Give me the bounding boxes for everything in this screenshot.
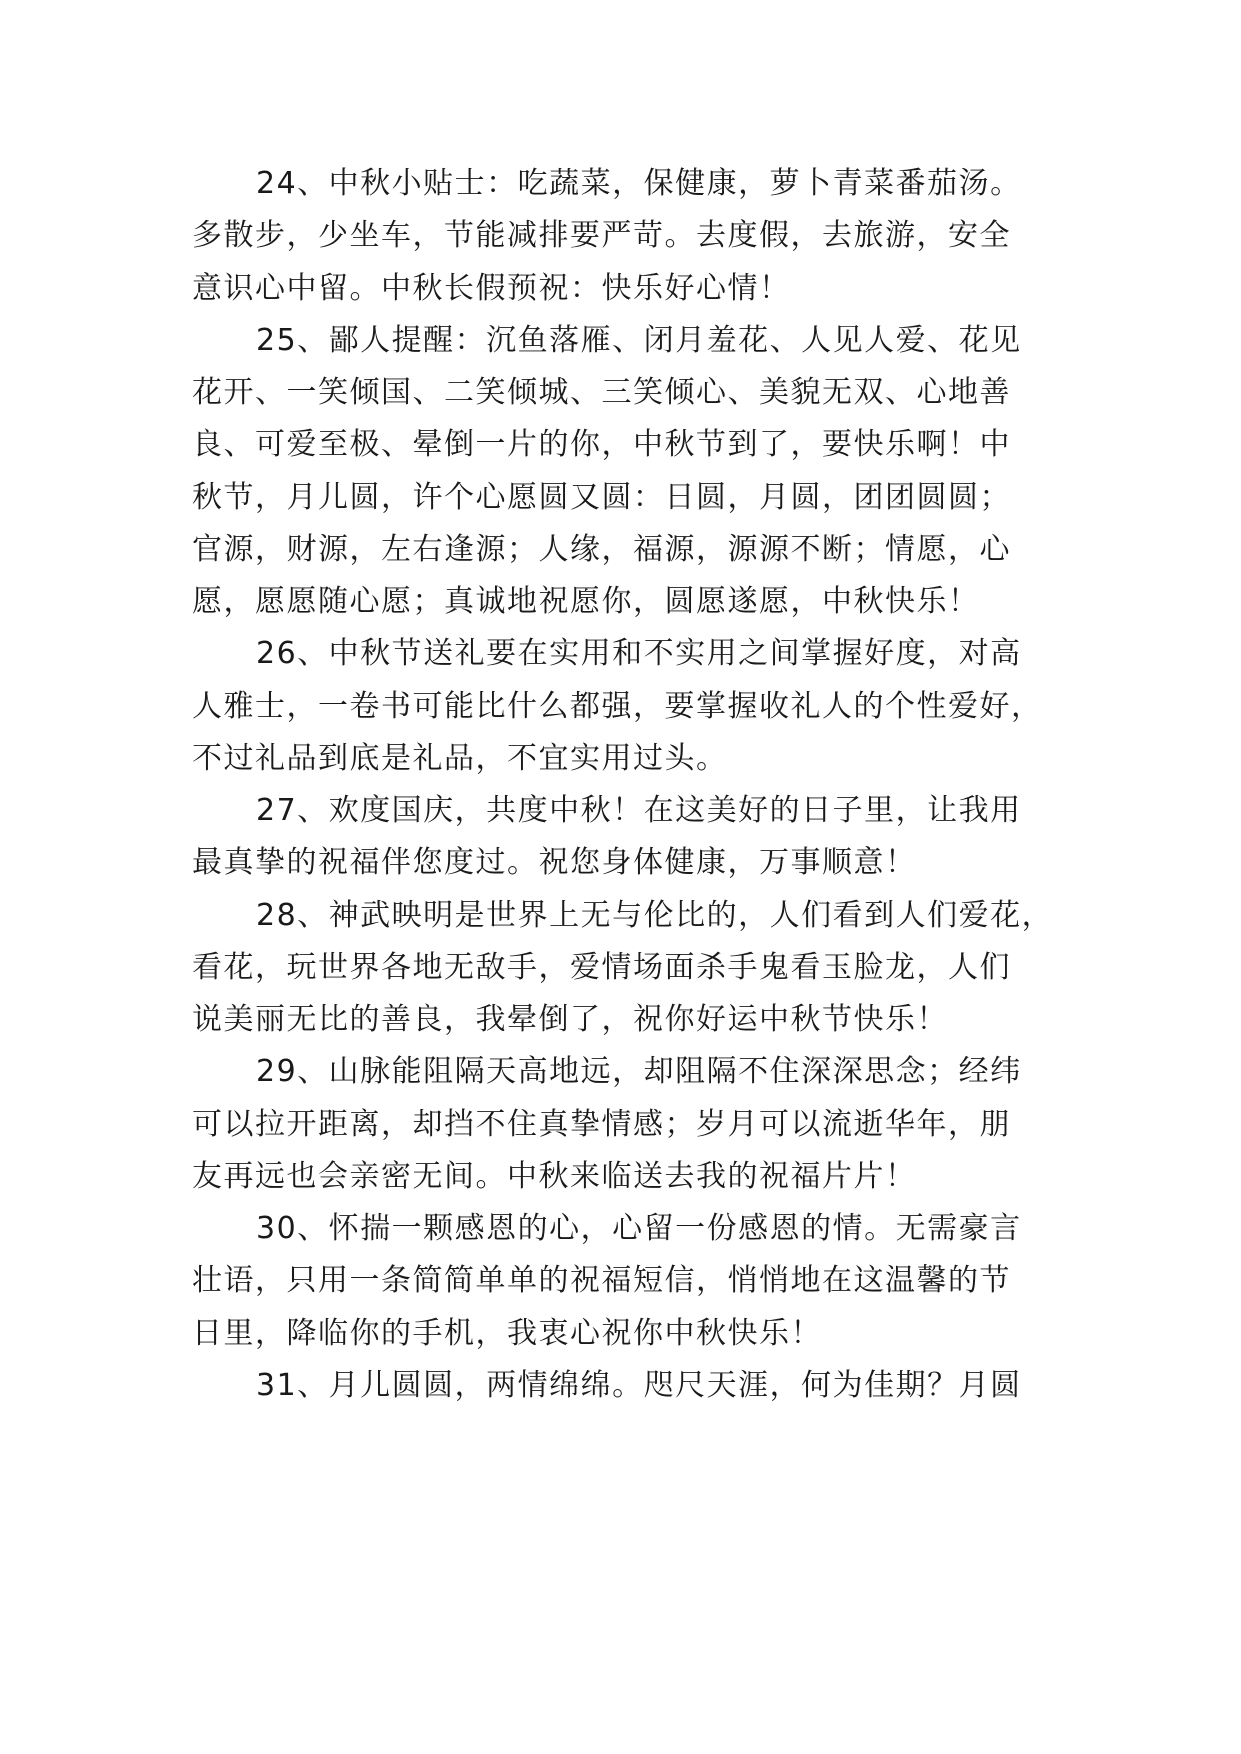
- paragraph-26-line-2: 人雅士，一卷书可能比什么都强，要掌握收礼人的个性爱好，: [192, 688, 1043, 724]
- paragraph-28-line-3: 说美丽无比的善良，我晕倒了，祝你好运中秋节快乐！: [192, 1002, 948, 1037]
- paragraph-31-line-1: 31、月儿圆圆，两情绵绵。咫尺天涯，何为佳期？月圆: [256, 1367, 1022, 1403]
- paragraph-24-line-2: 多散步，少坐车，节能减排要严苛。去度假，去旅游，安全: [192, 218, 1011, 254]
- paragraph-25-line-2: 花开、一笑倾国、二笑倾城、三笑倾心、美貌无双、心地善: [192, 375, 1011, 410]
- paragraph-25-line-4: 秋节，月儿圆，许个心愿圆又圆：日圆，月圆，团团圆圆；: [192, 479, 1011, 515]
- paragraph-27-line-1: 27、欢度国庆，共度中秋！在这美好的日子里，让我用: [256, 793, 1022, 828]
- paragraph-30-line-2: 壮语，只用一条简简单单的祝福短信，悄悄地在这温馨的节: [192, 1263, 1011, 1299]
- paragraph-29-line-1: 29、山脉能阻隔天高地远，却阻隔不住深深思念；经纬: [256, 1054, 1022, 1090]
- paragraph-24-line-1: 24、中秋小贴士：吃蔬菜，保健康，萝卜青菜番茄汤。: [256, 166, 1022, 201]
- paragraph-29-line-3: 友再远也会亲密无间。中秋来临送去我的祝福片片！: [192, 1158, 917, 1194]
- document-body: [192, 158, 1072, 1412]
- paragraph-28-line-2: 看花，玩世界各地无敌手，爱情场面杀手鬼看玉脸龙，人们: [192, 949, 1011, 985]
- paragraph-29-line-2: 可以拉开距离，却挡不住真挚情感；岁月可以流逝华年，朋: [192, 1106, 1011, 1142]
- paragraph-27-line-2: 最真挚的祝福伴您度过。祝您身体健康，万事顺意！: [192, 845, 917, 881]
- paragraph-25-line-1: 25、鄙人提醒：沉鱼落雁、闭月羞花、人见人爱、花见: [256, 322, 1022, 358]
- paragraph-30-line-3: 日里，降临你的手机，我衷心祝你中秋快乐！: [192, 1315, 822, 1351]
- paragraph-25-line-3: 良、可爱至极、晕倒一片的你，中秋节到了，要快乐啊！中: [192, 427, 1011, 463]
- paragraph-26-line-1: 26、中秋节送礼要在实用和不实用之间掌握好度，对高: [256, 636, 1022, 672]
- paragraph-26-line-3: 不过礼品到底是礼品，不宜实用过头。: [192, 740, 728, 776]
- paragraph-30-line-1: 30、怀揣一颗感恩的心，心留一份感恩的情。无需豪言: [256, 1211, 1022, 1246]
- paragraph-24-line-3: 意识心中留。中秋长假预祝：快乐好心情！: [192, 270, 791, 306]
- paragraph-25-line-5: 官源，财源，左右逢源；人缘，福源，源源不断；情愿，心: [192, 531, 1011, 567]
- paragraph-28-line-1: 28、神武映明是世界上无与伦比的，人们看到人们爱花，: [256, 897, 1054, 933]
- paragraph-25-line-6: 愿，愿愿随心愿；真诚地祝愿你，圆愿遂愿，中秋快乐！: [192, 584, 980, 619]
